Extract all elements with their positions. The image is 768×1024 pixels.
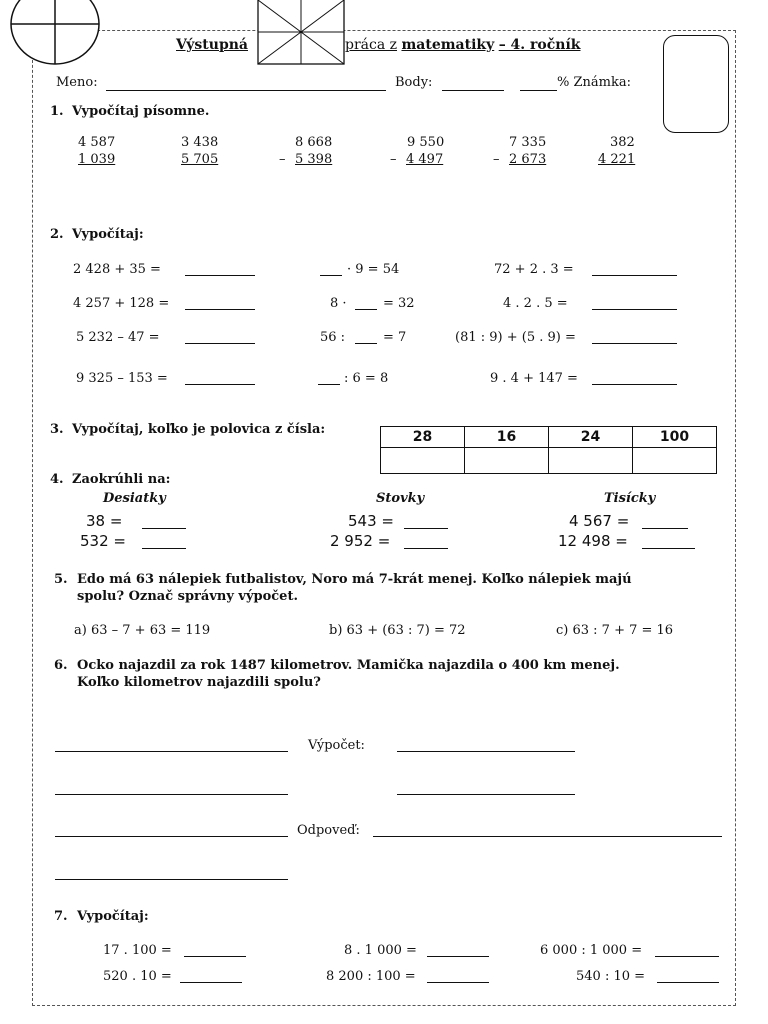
t2-c1-r2: 4 257 + 128 = (73, 296, 170, 311)
round-thousands-2: 12 498 = (558, 532, 628, 550)
t1-p3-op: – (279, 152, 286, 167)
t2-c2-r1-blank[interactable] (320, 275, 342, 276)
t2-c2-r3-blank[interactable] (355, 343, 377, 344)
round-thousands-1: 4 567 = (569, 512, 630, 530)
t2-c1-r2-answer[interactable] (185, 309, 255, 310)
t1-p5-op: – (493, 152, 500, 167)
task4-number: 4. (50, 472, 64, 487)
option-a[interactable]: a) 63 – 7 + 63 = 119 (74, 623, 211, 638)
calc-line-2[interactable] (397, 794, 575, 795)
t2-c3-r4-answer[interactable] (592, 384, 677, 385)
t2-c2-r2b: = 32 (383, 296, 415, 311)
t2-c3-r2-answer[interactable] (592, 309, 677, 310)
t2-c1-r4-answer[interactable] (185, 384, 255, 385)
header-hundreds: Stovky (376, 491, 425, 506)
task4-title: Zaokrúhli na: (72, 472, 171, 487)
t1-p4-top: 9 550 (407, 135, 445, 150)
half-table (380, 426, 717, 474)
t7-r2-c1: 520 . 10 = (103, 969, 172, 984)
t1-p6-bottom: 4 221 (598, 152, 636, 167)
title-part1: Výstupná (176, 37, 248, 53)
t7-r2-c3: 540 : 10 = (576, 969, 646, 984)
work-line-4[interactable] (55, 879, 288, 880)
half-number: 100 (633, 427, 717, 448)
round-hundreds-1: 543 = (348, 512, 394, 530)
points-field[interactable] (442, 90, 504, 91)
t2-c3-r1: 72 + 2 . 3 = (494, 262, 574, 277)
t1-p3-bottom: 5 398 (295, 152, 333, 167)
title-part3: – 4. ročník (498, 37, 581, 53)
round-thousands-2-answer[interactable] (642, 548, 695, 549)
half-answer-cell[interactable] (465, 448, 549, 474)
t2-c3-r1-answer[interactable] (592, 275, 677, 276)
task6-number: 6. (54, 658, 68, 673)
t2-c2-r3b: = 7 (383, 330, 407, 345)
task5-line2: spolu? Označ správny výpočet. (77, 589, 298, 604)
percent-field[interactable] (520, 90, 557, 91)
percent-label: % Známka: (557, 75, 631, 90)
round-tens-1-answer[interactable] (142, 528, 186, 529)
half-answer-cell[interactable] (633, 448, 717, 474)
t2-c2-r2a: 8 · (330, 296, 347, 311)
t7-r2-c2: 8 200 : 100 = (326, 969, 416, 984)
t7-r2-c3-answer[interactable] (657, 982, 719, 983)
t7-r2-c2-answer[interactable] (427, 982, 489, 983)
half-answer-cell[interactable] (381, 448, 465, 474)
t2-c1-r1-answer[interactable] (185, 275, 255, 276)
t2-c2-r1: · 9 = 54 (347, 262, 400, 277)
t1-p6-top: 382 (610, 135, 635, 150)
t2-c3-r3: (81 : 9) + (5 . 9) = (455, 330, 576, 345)
t7-r1-c2: 8 . 1 000 = (344, 943, 417, 958)
t2-c3-r4: 9 . 4 + 147 = (490, 371, 578, 386)
task5-number: 5. (54, 572, 68, 587)
t7-r1-c1-answer[interactable] (184, 956, 246, 957)
t7-r1-c1: 17 . 100 = (103, 943, 172, 958)
t2-c3-r2: 4 . 2 . 5 = (503, 296, 568, 311)
task1-number: 1. (50, 104, 64, 119)
task7-title: Vypočítaj: (77, 909, 149, 924)
t1-p5-bottom: 2 673 (509, 152, 547, 167)
round-tens-1: 38 = (86, 512, 123, 530)
task1-title: Vypočítaj písomne. (72, 104, 210, 119)
work-line-1[interactable] (55, 751, 288, 752)
t2-c1-r3: 5 232 – 47 = (76, 330, 160, 345)
t1-p5-top: 7 335 (509, 135, 547, 150)
answer-line[interactable] (373, 836, 722, 837)
title-subject: matematiky (401, 37, 495, 53)
work-line-2[interactable] (55, 794, 288, 795)
round-hundreds-1-answer[interactable] (404, 528, 448, 529)
header-tens: Desiatky (103, 491, 166, 506)
t1-p4-op: – (390, 152, 397, 167)
t1-p1-top: 4 587 (78, 135, 116, 150)
task3-title: Vypočítaj, koľko je polovica z čísla: (72, 422, 326, 437)
half-number: 24 (549, 427, 633, 448)
t7-r1-c3: 6 000 : 1 000 = (540, 943, 643, 958)
work-line-3[interactable] (55, 836, 288, 837)
task2-title: Vypočítaj: (72, 227, 144, 242)
t2-c1-r4: 9 325 – 153 = (76, 371, 168, 386)
circle-diagram-icon (0, 0, 100, 66)
t2-c2-r3a: 56 : (320, 330, 346, 345)
task6-line1: Ocko najazdil za rok 1487 kilometrov. Mamička najazdila o 400 km menej. (77, 658, 620, 673)
t7-r2-c1-answer[interactable] (180, 982, 242, 983)
half-number: 28 (381, 427, 465, 448)
t7-r1-c2-answer[interactable] (427, 956, 489, 957)
name-field[interactable] (106, 90, 386, 91)
option-b[interactable]: b) 63 + (63 : 7) = 72 (329, 623, 466, 638)
page-title (345, 37, 581, 53)
t1-p2-top: 3 438 (181, 135, 219, 150)
title-part2: práca z (345, 37, 398, 53)
t2-c1-r1: 2 428 + 35 = (73, 262, 161, 277)
round-hundreds-2: 2 952 = (330, 532, 391, 550)
calc-line-1[interactable] (397, 751, 575, 752)
name-label: Meno: (56, 75, 98, 90)
points-label: Body: (395, 75, 433, 90)
half-answer-cell[interactable] (549, 448, 633, 474)
t1-p3-top: 8 668 (295, 135, 333, 150)
option-c[interactable]: c) 63 : 7 + 7 = 16 (556, 623, 674, 638)
grade-box[interactable] (663, 35, 729, 133)
square-star-diagram-icon (257, 0, 345, 66)
answer-label: Odpoveď: (297, 823, 360, 838)
round-thousands-1-answer[interactable] (642, 528, 688, 529)
t1-p4-bottom: 4 497 (406, 152, 444, 167)
t1-p1-bottom: 1 039 (78, 152, 116, 167)
header-thousands: Tisícky (604, 491, 656, 506)
t1-p2-bottom: 5 705 (181, 152, 219, 167)
round-tens-2: 532 = (80, 532, 126, 550)
task3-number: 3. (50, 422, 64, 437)
task7-number: 7. (54, 909, 68, 924)
task2-number: 2. (50, 227, 64, 242)
calc-label: Výpočet: (308, 738, 365, 753)
task6-line2: Koľko kilometrov najazdili spolu? (77, 675, 321, 690)
t2-c1-r3-answer[interactable] (185, 343, 255, 344)
t2-c2-r4: : 6 = 8 (344, 371, 389, 386)
t2-c3-r3-answer[interactable] (592, 343, 677, 344)
t7-r1-c3-answer[interactable] (655, 956, 719, 957)
task5-line1: Edo má 63 nálepiek futbalistov, Noro má 7-krát menej. Koľko nálepiek majú (77, 572, 632, 587)
t2-c2-r4-blank[interactable] (318, 384, 340, 385)
round-tens-2-answer[interactable] (142, 548, 186, 549)
t2-c2-r2-blank[interactable] (355, 309, 377, 310)
round-hundreds-2-answer[interactable] (404, 548, 448, 549)
half-number: 16 (465, 427, 549, 448)
